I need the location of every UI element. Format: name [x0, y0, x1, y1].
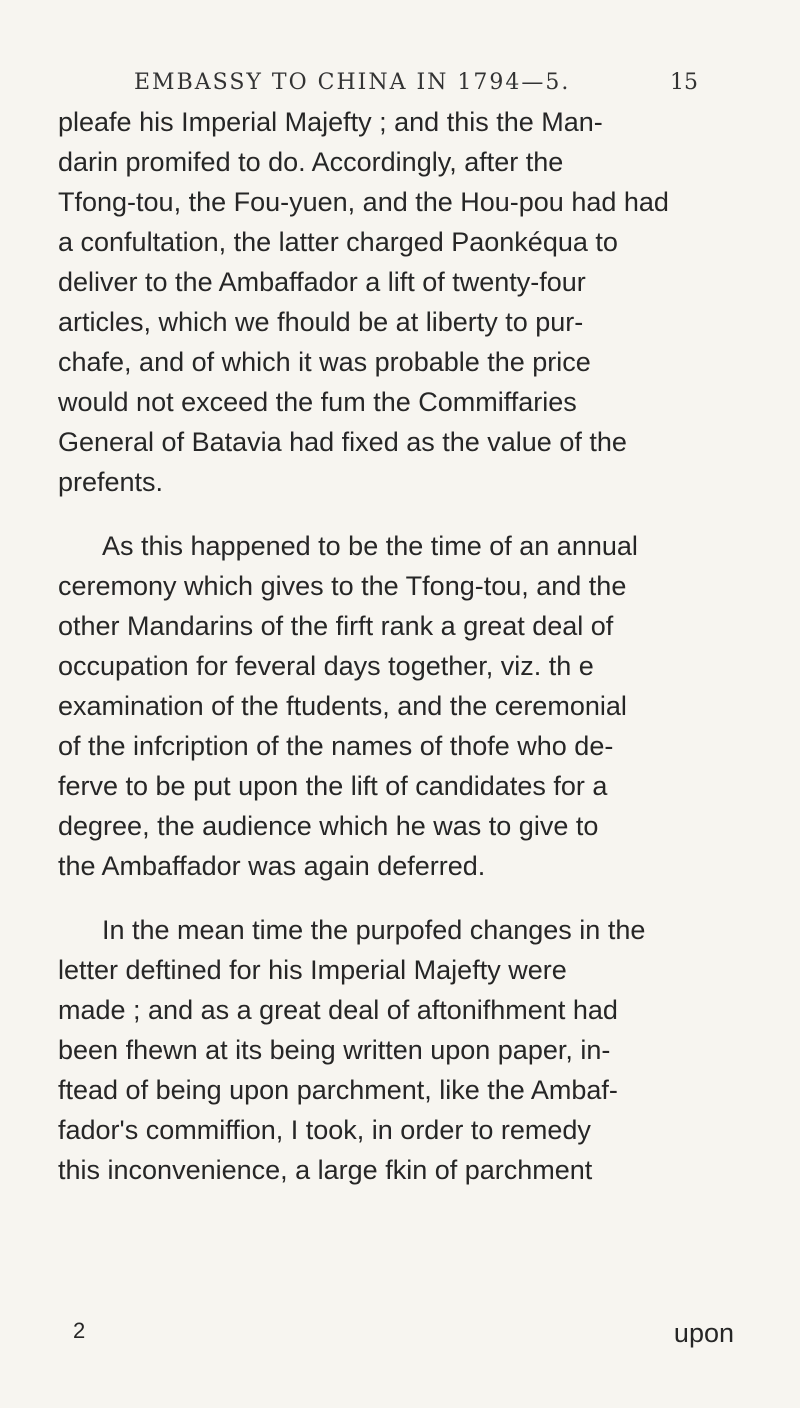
text-line: Tfong-tou, the Fou-yuen, and the Hou-pou had had [58, 187, 669, 217]
text-line: pleafe his Imperial Majefty ; and this the Man- [58, 107, 603, 137]
text-line: the Ambaffador was again deferred. [58, 851, 486, 881]
text-line: ftead of being upon parchment, like the Ambaf- [58, 1075, 618, 1105]
page-number: 15 [670, 70, 698, 95]
signature-mark: 2 [73, 1318, 86, 1343]
text-line: a confultation, the latter charged Paonkéqua to [58, 227, 618, 257]
text-body [58, 102, 734, 1190]
text-line: degree, the audience which he was to give to [58, 811, 599, 841]
text-line: In the mean time the purpofed changes in the [102, 915, 646, 945]
text-line: ceremony which gives to the Tfong-tou, and the [58, 571, 627, 601]
text-line: General of Batavia had fixed as the value of the [58, 427, 627, 457]
paragraph-gap [58, 502, 734, 526]
text-line: articles, which we fhould be at liberty to pur- [58, 307, 584, 337]
text-line: ferve to be put upon the lift of candidates for a [58, 771, 608, 801]
text-line: prefents. [58, 467, 164, 497]
text-line: As this happened to be the time of an annual [102, 531, 638, 561]
paragraph-3 [58, 910, 734, 1190]
text-line: other Mandarins of the firft rank a great deal of [58, 611, 614, 641]
catchword: upon [673, 1318, 734, 1348]
text-line: examination of the ftudents, and the ceremonial [58, 691, 627, 721]
text-line: been fhewn at its being written upon paper, in- [58, 1035, 611, 1065]
text-line: darin promifed to do. Accordingly, after the [58, 147, 564, 177]
text-line: chafe, and of which it was probable the price [58, 347, 591, 377]
text-line: occupation for feveral days together, viz. th e [58, 651, 594, 681]
text-line: fador's commiffion, I took, in order to remedy [58, 1115, 591, 1145]
running-title: EMBASSY TO CHINA IN 1794—5. [134, 70, 571, 95]
text-line: of the infcription of the names of thofe who de- [58, 731, 614, 761]
text-line: this inconvenience, a large fkin of parchment [58, 1155, 593, 1185]
text-line: letter deftined for his Imperial Majefty were [58, 955, 567, 985]
text-line: deliver to the Ambaffador a lift of twenty-four [58, 267, 586, 297]
text-line: made ; and as a great deal of aftonifhment had [58, 995, 618, 1025]
paragraph-gap [58, 886, 734, 910]
paragraph-2 [58, 526, 734, 886]
paragraph-1 [58, 102, 734, 502]
text-line: would not exceed the fum the Commiffaries [58, 387, 577, 417]
page-footer [58, 1318, 734, 1358]
